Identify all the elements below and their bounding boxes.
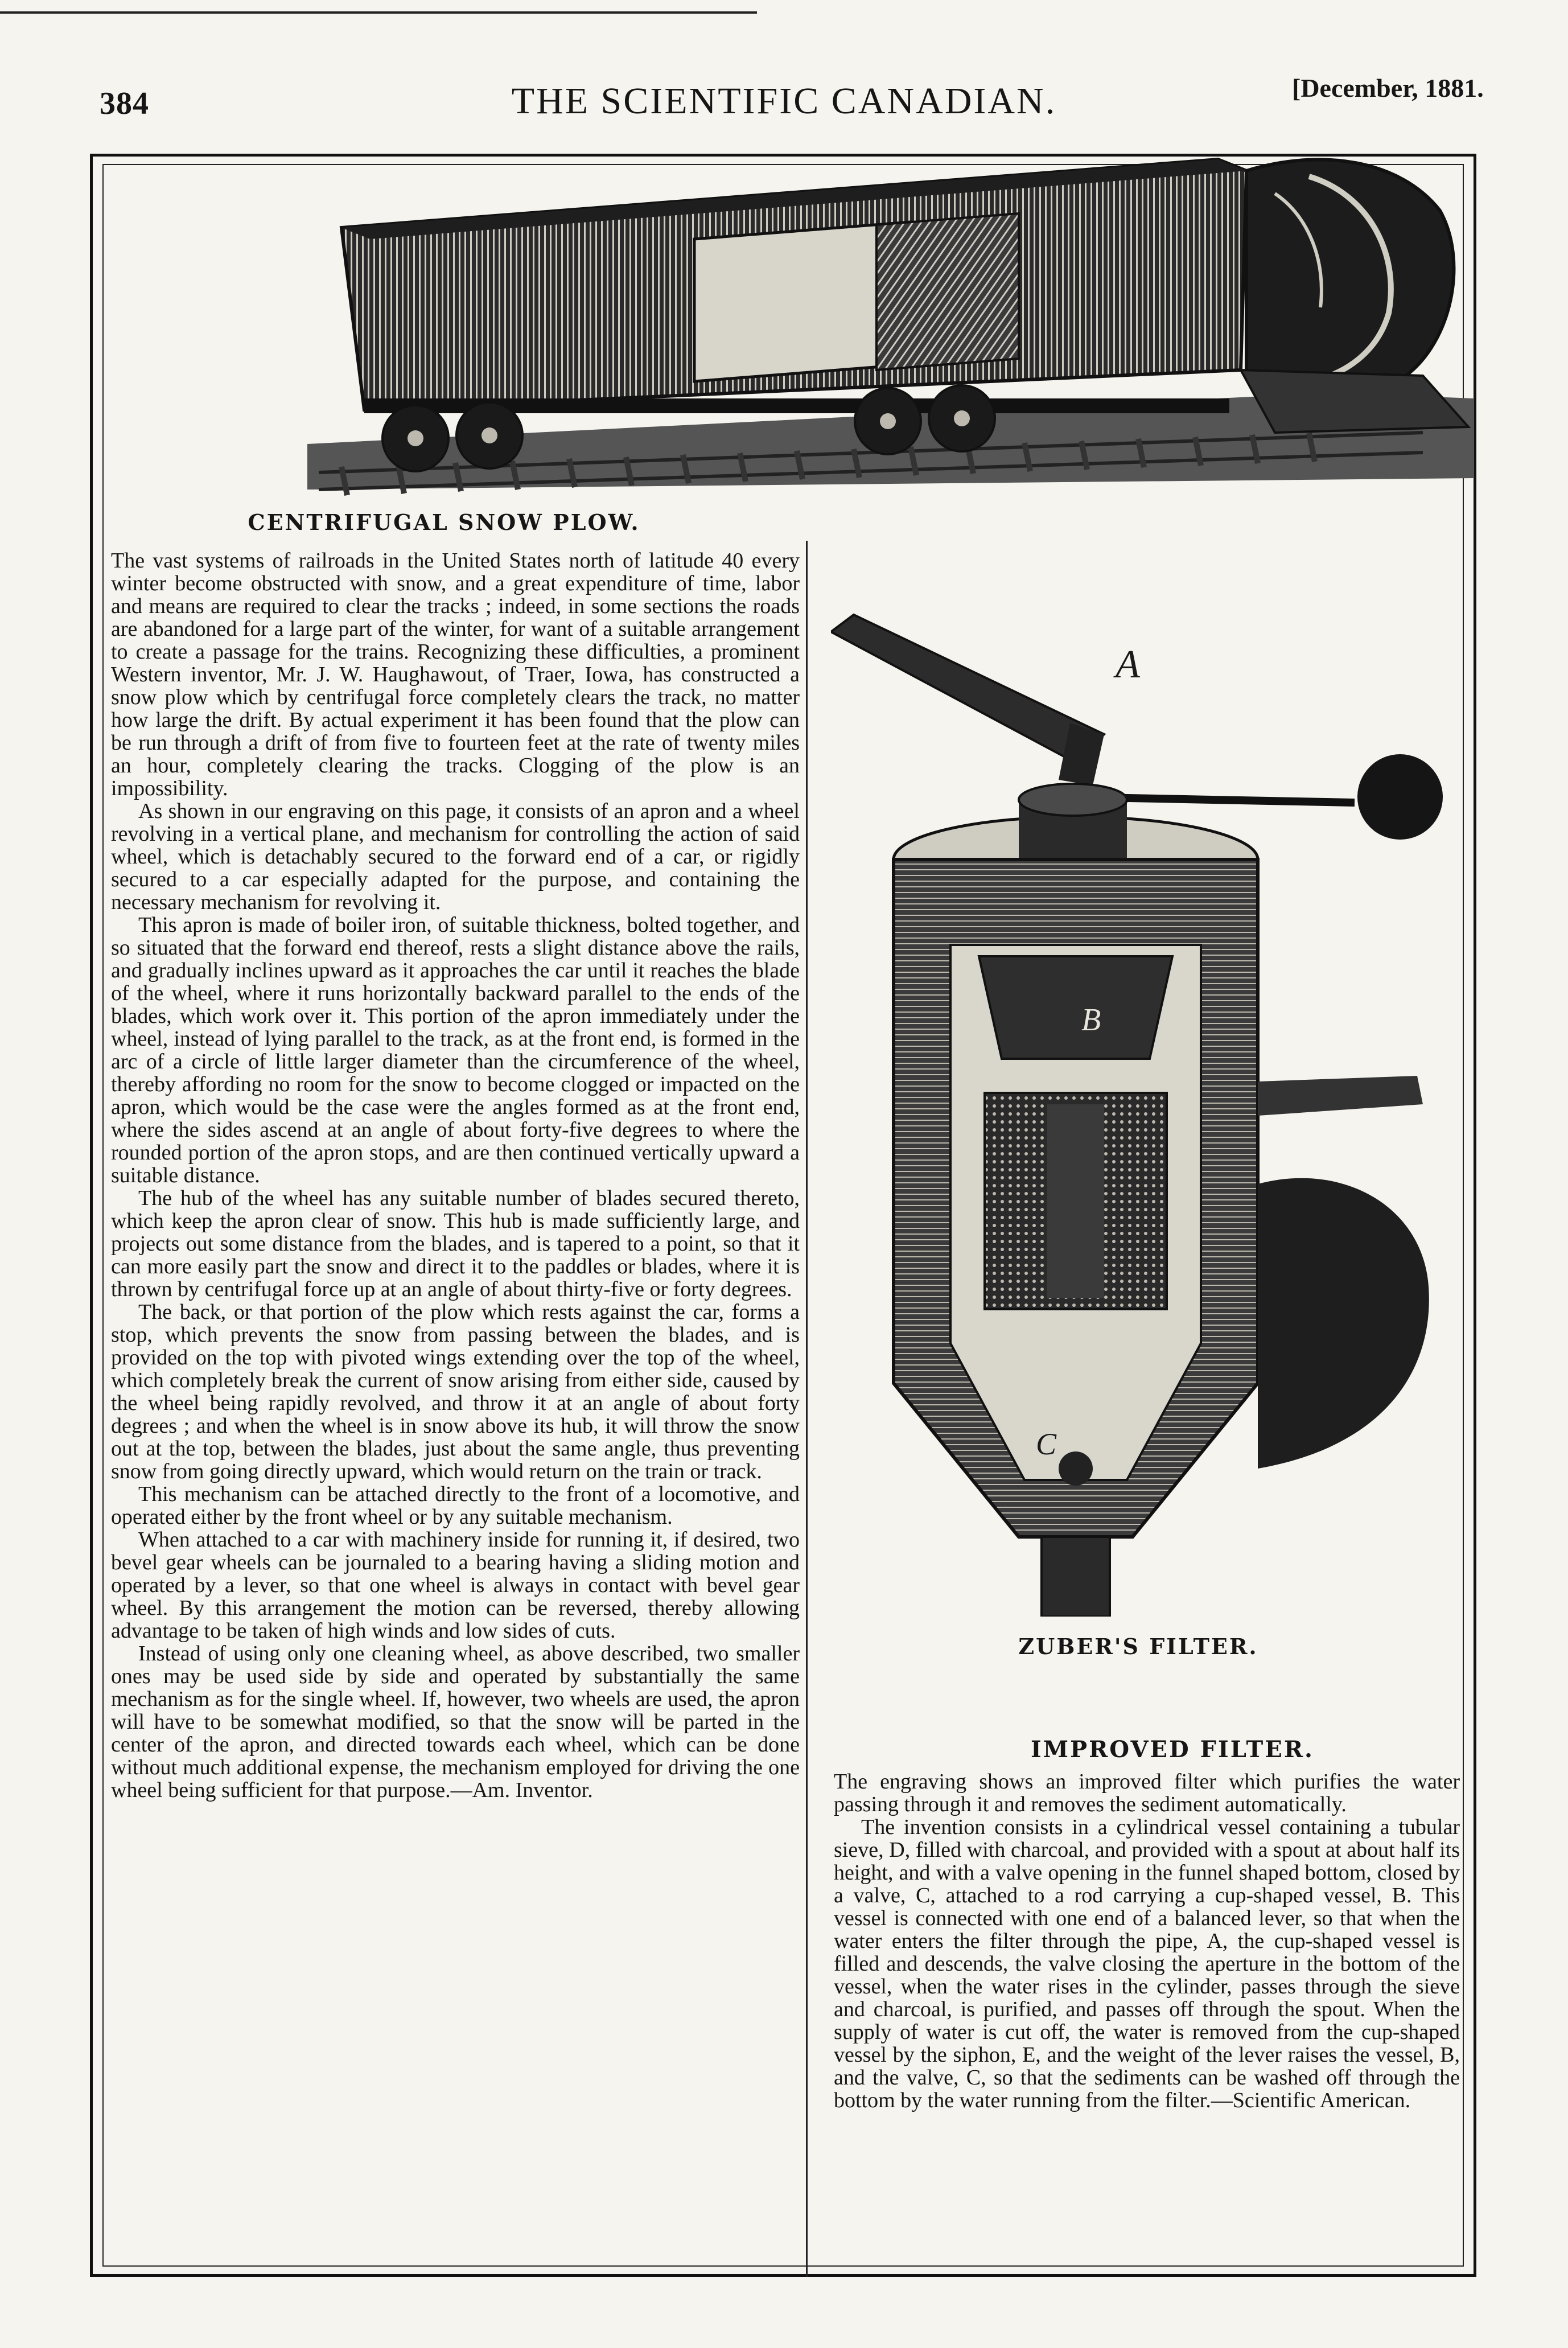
- snow-plow-paragraph: The back, or that portion of the plow which rests against the car, forms a stop, which prevents the snow from passing between the blades, and is provided on the top with pivoted wings extending over the top of the wheel, which completely break the current of snow arising from either side, caused by the wheel being rapidly revolved, and throw it at an angle of about forty degrees ; and when the wheel is in snow above its hub, it will throw the snow out at the top, between the blades, just about the same angle, thus preventing snow from going directly upward, which would return on the train or track.: [111, 1300, 800, 1483]
- issue-date: [December, 1881.: [1292, 73, 1484, 102]
- snow-plow-engraving: [307, 125, 1474, 501]
- filter-article-heading: IMPROVED FILTER.: [1031, 1736, 1314, 1763]
- page-number: 384: [100, 86, 149, 121]
- snow-plow-paragraph: The vast systems of railroads in the United States north of latitude 40 every winter become obstructed with snow, and a great expenditure of time, labor and means are required to clear the tracks ; indeed, in some sections the roads are abandoned for a large part of the winter, for want of a suitable arrangement to create a passage for the trains. Recognizing these difficulties, a prominent Western inventor, Mr. J. W. Haughawout, of Traer, Iowa, has constructed a snow plow which by centrifugal force completely clears the track, no matter how large the drift. By actual experiment it has been found that the plow can be run through a drift of from five to fourteen feet at the rate of twenty miles an hour, completely clearing the tracks. Clogging of the plow is an impossibility.: [111, 549, 800, 800]
- snow-plow-paragraph: This apron is made of boiler iron, of suitable thickness, bolted together, and so situated that the forward end thereof, rests a slight distance above the rails, and gradually inclines upward as it approaches the car until it reaches the blade of the wheel, where it runs horizontally backward parallel to the ends of the blades, which work over it. This portion of the apron immediately under the wheel, instead of lying parallel to the track, as at the front end, is formed in the arc of a circle of little larger diameter than the circumference of the wheel, thereby affording no room for the snow to become clogged or impacted on the apron, which would be the case were the angles formed as at the front end, where the sides ascend at an angle of about forty-five degrees to where the rounded portion of the apron stops, and are then continued vertically upward a suitable distance.: [111, 913, 800, 1187]
- snow-plow-paragraph: The hub of the wheel has any suitable number of blades secured thereto, which keep the apron clear of snow. This hub is made sufficiently large, and projects out some distance from the blades, and is tapered to a point, so that it can more easily part the snow and direct it to the paddles or blades, where it is thrown by centrifugal force up at an angle of about thirty-five or forty degrees.: [111, 1186, 800, 1301]
- snow-plow-paragraph: This mechanism can be attached directly to the front of a locomotive, and operated either by the front wheel or by any suitable mechanism.: [111, 1482, 800, 1529]
- snow-plow-article: [111, 549, 800, 2246]
- snow-plow-caption: CENTRIFUGAL SNOW PLOW.: [248, 509, 640, 535]
- filter-paragraph: The engraving shows an improved filter which purifies the water passing through it and removes the sediment automatically.: [834, 1770, 1460, 1816]
- filter-label-a: A: [1116, 643, 1140, 686]
- filter-article: [834, 1770, 1460, 2248]
- filter-caption: ZUBER'S FILTER.: [1018, 1634, 1258, 1659]
- snow-plow-paragraph: Instead of using only one cleaning wheel, as above described, two smaller ones may be used side by side and operated by substantially the same mechanism as for the single wheel. If, however, two wheels are used, the apron will have to be somewhat modified, so that the snow will be parted in the center of the apron, and directed towards each wheel, which can be done without much additional expense, the mechanism employed for driving the one wheel being sufficient for that purpose.—Am. Inventor.: [111, 1642, 800, 1802]
- snow-plow-paragraph: When attached to a car with machinery inside for running it, if desired, two bevel gear wheels can be journaled to a bearing having a sliding motion and operated by a lever, so that one wheel is always in contact with bevel gear wheel. By this arrangement the motion can be reversed, thereby allowing advantage to be taken of high winds and low sides of cuts.: [111, 1528, 800, 1643]
- filter-label-b: B: [1081, 1002, 1101, 1038]
- top-rule: [0, 11, 757, 14]
- publication-title: THE SCIENTIFIC CANADIAN.: [511, 80, 1057, 122]
- filter-label-c: C: [1036, 1427, 1057, 1461]
- column-rule: [806, 541, 808, 2277]
- zubers-filter-engraving: [831, 592, 1451, 1617]
- snow-plow-paragraph: As shown in our engraving on this page, it consists of an apron and a wheel revolving in a vertical plane, and mechanism for controlling the action of said wheel, which is detachably secured to the forward end of a car, or rigidly secured to a car especially adapted for the purpose, and containing the necessary mechanism for revolving it.: [111, 799, 800, 914]
- filter-paragraph: The invention consists in a cylindrical vessel containing a tubular sieve, D, filled with charcoal, and provided with a spout at about half its height, and with a valve opening in the funnel shaped bottom, closed by a valve, C, attached to a rod carrying a cup-shaped vessel, B. This vessel is connected with one end of a balanced lever, so that when the water enters the filter through the pipe, A, the cup-shaped vessel is filled and descends, the valve closing the aperture in the bottom of the vessel, when the water rises in the cylinder, passes through the sieve and charcoal, is purified, and passes off through the spout. When the supply of water is cut off, the water is removed from the cup-shaped vessel by the siphon, E, and the weight of the lever raises the vessel, B, and the valve, C, so that the sediments can be washed off through the bottom by the water running from the filter.—Scientific American.: [834, 1815, 1460, 2112]
